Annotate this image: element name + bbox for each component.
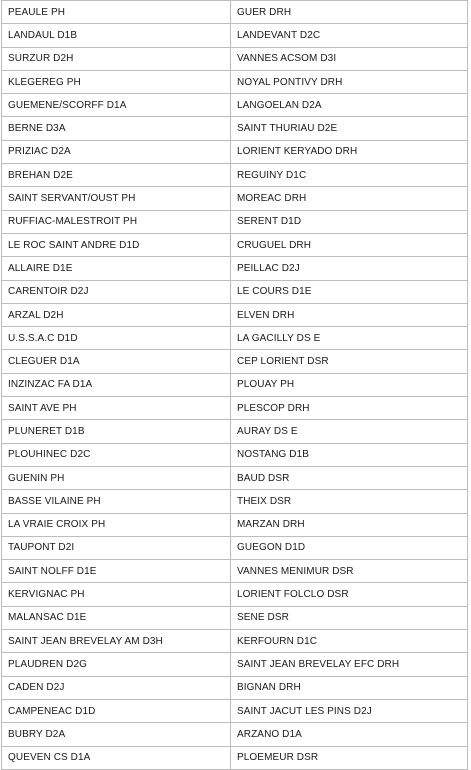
- left-team-cell: KLEGEREG PH: [2, 70, 231, 93]
- right-team-cell: BAUD DSR: [231, 466, 468, 489]
- right-team-cell: LANGOELAN D2A: [231, 94, 468, 117]
- left-team-cell: CLEGUER D1A: [2, 350, 231, 373]
- right-team-cell: MARZAN DRH: [231, 513, 468, 536]
- right-team-cell: GUER DRH: [231, 1, 468, 24]
- right-team-cell: SENE DSR: [231, 606, 468, 629]
- table-row: [2, 420, 468, 443]
- left-team-cell: PLAUDREN D2G: [2, 653, 231, 676]
- left-team-cell: BUBRY D2A: [2, 723, 231, 746]
- pairings-table: [1, 0, 468, 770]
- left-team-cell: TAUPONT D2I: [2, 536, 231, 559]
- left-team-cell: RUFFIAC-MALESTROIT PH: [2, 210, 231, 233]
- table-row: [2, 233, 468, 256]
- left-team-cell: SURZUR D2H: [2, 47, 231, 70]
- table-row: [2, 303, 468, 326]
- right-team-cell: ELVEN DRH: [231, 303, 468, 326]
- left-team-cell: LANDAUL D1B: [2, 24, 231, 47]
- left-team-cell: CAMPENEAC D1D: [2, 699, 231, 722]
- table-row: [2, 397, 468, 420]
- table-row: [2, 676, 468, 699]
- table-row: [2, 327, 468, 350]
- left-team-cell: MALANSAC D1E: [2, 606, 231, 629]
- right-team-cell: LE COURS D1E: [231, 280, 468, 303]
- table-row: [2, 94, 468, 117]
- left-team-cell: QUEVEN CS D1A: [2, 746, 231, 769]
- right-team-cell: THEIX DSR: [231, 490, 468, 513]
- table-row: [2, 699, 468, 722]
- right-team-cell: AURAY DS E: [231, 420, 468, 443]
- table-row: [2, 47, 468, 70]
- left-team-cell: PLUNERET D1B: [2, 420, 231, 443]
- right-team-cell: SERENT D1D: [231, 210, 468, 233]
- right-team-cell: PLOUAY PH: [231, 373, 468, 396]
- right-team-cell: VANNES ACSOM D3I: [231, 47, 468, 70]
- table-row: [2, 490, 468, 513]
- right-team-cell: SAINT JEAN BREVELAY EFC DRH: [231, 653, 468, 676]
- left-team-cell: BASSE VILAINE PH: [2, 490, 231, 513]
- right-team-cell: PLESCOP DRH: [231, 397, 468, 420]
- table-row: [2, 140, 468, 163]
- table-row: [2, 560, 468, 583]
- left-team-cell: SAINT NOLFF D1E: [2, 560, 231, 583]
- right-team-cell: NOYAL PONTIVY DRH: [231, 70, 468, 93]
- right-team-cell: BIGNAN DRH: [231, 676, 468, 699]
- right-team-cell: VANNES MENIMUR DSR: [231, 560, 468, 583]
- table-row: [2, 513, 468, 536]
- right-team-cell: PLOEMEUR DSR: [231, 746, 468, 769]
- right-team-cell: NOSTANG D1B: [231, 443, 468, 466]
- left-team-cell: LE ROC SAINT ANDRE D1D: [2, 233, 231, 256]
- left-team-cell: GUENIN PH: [2, 466, 231, 489]
- right-team-cell: SAINT THURIAU D2E: [231, 117, 468, 140]
- left-team-cell: PRIZIAC D2A: [2, 140, 231, 163]
- right-team-cell: LA GACILLY DS E: [231, 327, 468, 350]
- table-row: [2, 373, 468, 396]
- left-team-cell: KERVIGNAC PH: [2, 583, 231, 606]
- left-team-cell: ARZAL D2H: [2, 303, 231, 326]
- table-row: [2, 187, 468, 210]
- right-team-cell: PEILLAC D2J: [231, 257, 468, 280]
- left-team-cell: PEAULE PH: [2, 1, 231, 24]
- left-team-cell: SAINT JEAN BREVELAY AM D3H: [2, 630, 231, 653]
- left-team-cell: SAINT SERVANT/OUST PH: [2, 187, 231, 210]
- table-row: [2, 70, 468, 93]
- table-row: [2, 117, 468, 140]
- right-team-cell: LORIENT KERYADO DRH: [231, 140, 468, 163]
- table-row: [2, 746, 468, 769]
- left-team-cell: CADEN D2J: [2, 676, 231, 699]
- right-team-cell: CRUGUEL DRH: [231, 233, 468, 256]
- left-team-cell: PLOUHINEC D2C: [2, 443, 231, 466]
- left-team-cell: BREHAN D2E: [2, 164, 231, 187]
- left-team-cell: LA VRAIE CROIX PH: [2, 513, 231, 536]
- right-team-cell: LANDEVANT D2C: [231, 24, 468, 47]
- right-team-cell: LORIENT FOLCLO DSR: [231, 583, 468, 606]
- table-row: [2, 466, 468, 489]
- right-team-cell: MOREAC DRH: [231, 187, 468, 210]
- table-row: [2, 630, 468, 653]
- table-row: [2, 583, 468, 606]
- table-row: [2, 280, 468, 303]
- left-team-cell: BERNE D3A: [2, 117, 231, 140]
- right-team-cell: CEP LORIENT DSR: [231, 350, 468, 373]
- right-team-cell: REGUINY D1C: [231, 164, 468, 187]
- table-row: [2, 164, 468, 187]
- left-team-cell: SAINT AVE PH: [2, 397, 231, 420]
- left-team-cell: ALLAIRE D1E: [2, 257, 231, 280]
- right-team-cell: SAINT JACUT LES PINS D2J: [231, 699, 468, 722]
- right-team-cell: ARZANO D1A: [231, 723, 468, 746]
- table-row: [2, 443, 468, 466]
- table-row: [2, 536, 468, 559]
- left-team-cell: INZINZAC FA D1A: [2, 373, 231, 396]
- table-row: [2, 723, 468, 746]
- table-row: [2, 210, 468, 233]
- right-team-cell: GUEGON D1D: [231, 536, 468, 559]
- table-row: [2, 257, 468, 280]
- right-team-cell: KERFOURN D1C: [231, 630, 468, 653]
- table-row: [2, 24, 468, 47]
- left-team-cell: U.S.S.A.C D1D: [2, 327, 231, 350]
- left-team-cell: GUEMENE/SCORFF D1A: [2, 94, 231, 117]
- pairings-table-body: [2, 1, 468, 770]
- table-row: [2, 606, 468, 629]
- table-row: [2, 1, 468, 24]
- table-row: [2, 653, 468, 676]
- table-row: [2, 350, 468, 373]
- left-team-cell: CARENTOIR D2J: [2, 280, 231, 303]
